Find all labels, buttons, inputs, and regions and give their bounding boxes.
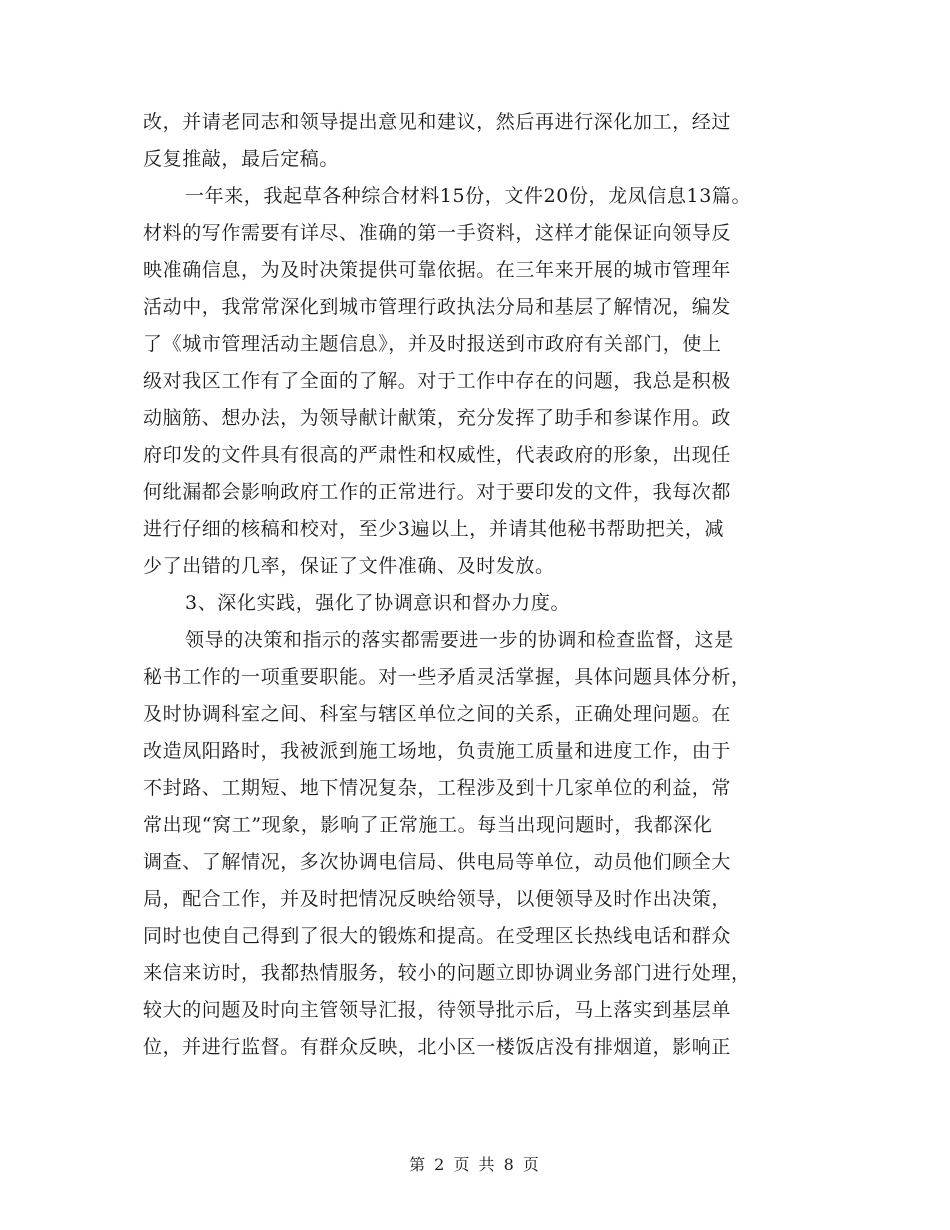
text-line: 材料的写作需要有详尽、准确的第一手资料，这样才能保证向领导反 — [143, 222, 732, 244]
text-line: 调查、了解情况，多次协调电信局、供电局等单位，动员他们顾全大 — [143, 851, 732, 873]
text-line: 何纰漏都会影响政府工作的正常进行。对于要印发的文件，我每次都 — [143, 481, 732, 503]
text-line: 来信来访时，我都热情服务，较小的问题立即协调业务部门进行处理， — [143, 962, 751, 984]
text-line: 府印发的文件具有很高的严肃性和权威性，代表政府的形象，出现任 — [143, 444, 732, 466]
text-line: 常出现“窝工”现象，影响了正常施工。每当出现问题时，我都深化 — [143, 814, 713, 836]
text-line: 少了出错的几率，保证了文件准确、及时发放。 — [143, 555, 555, 577]
text-line: 局，配合工作，并及时把情况反映给领导，以便领导及时作出决策， — [143, 888, 732, 910]
text-line: 反复推敲，最后定稿。 — [143, 148, 340, 170]
text-line: 3、深化实践，强化了协调意识和督办力度。 — [185, 592, 571, 614]
text-line: 级对我区工作有了全面的了解。对于工作中存在的问题，我总是积极 — [143, 370, 732, 392]
body-text — [143, 104, 823, 1066]
page-footer: 第 2 页 共 8 页 — [409, 1155, 541, 1174]
text-line: 改，并请老同志和领导提出意见和建议，然后再进行深化加工，经过 — [143, 111, 732, 133]
text-line: 领导的决策和指示的落实都需要进一步的协调和检查监督，这是 — [185, 629, 734, 651]
text-line: 同时也使自己得到了很大的锻炼和提高。在受理区长热线电话和群众 — [143, 925, 732, 947]
text-line: 不封路、工期短、地下情况复杂，工程涉及到十几家单位的利益，常 — [143, 777, 732, 799]
text-line: 映准确信息，为及时决策提供可靠依据。在三年来开展的城市管理年 — [143, 259, 732, 281]
text-line: 了《城市管理活动主题信息》，并及时报送到市政府有关部门，使上 — [143, 333, 722, 355]
text-line: 及时协调科室之间、科室与辖区单位之间的关系，正确处理问题。在 — [143, 703, 732, 725]
text-line: 位，并进行监督。有群众反映，北小区一楼饭店没有排烟道，影响正 — [143, 1036, 732, 1058]
text-line: 改造凤阳路时，我被派到施工场地，负责施工质量和进度工作，由于 — [143, 740, 732, 762]
text-line: 进行仔细的核稿和校对，至少3遍以上，并请其他秘书帮助把关，减 — [143, 518, 725, 540]
text-line: 较大的问题及时向主管领导汇报，待领导批示后，马上落实到基层单 — [143, 999, 732, 1021]
text-line: 一年来，我起草各种综合材料15份，文件20份，龙凤信息13篇。 — [185, 185, 752, 207]
text-line: 秘书工作的一项重要职能。对一些矛盾灵活掌握，具体问题具体分析， — [143, 666, 751, 688]
text-line: 动脑筋、想办法，为领导献计献策，充分发挥了助手和参谋作用。政 — [143, 407, 732, 429]
text-line: 活动中，我常常深化到城市管理行政执法分局和基层了解情况，编发 — [143, 296, 732, 318]
